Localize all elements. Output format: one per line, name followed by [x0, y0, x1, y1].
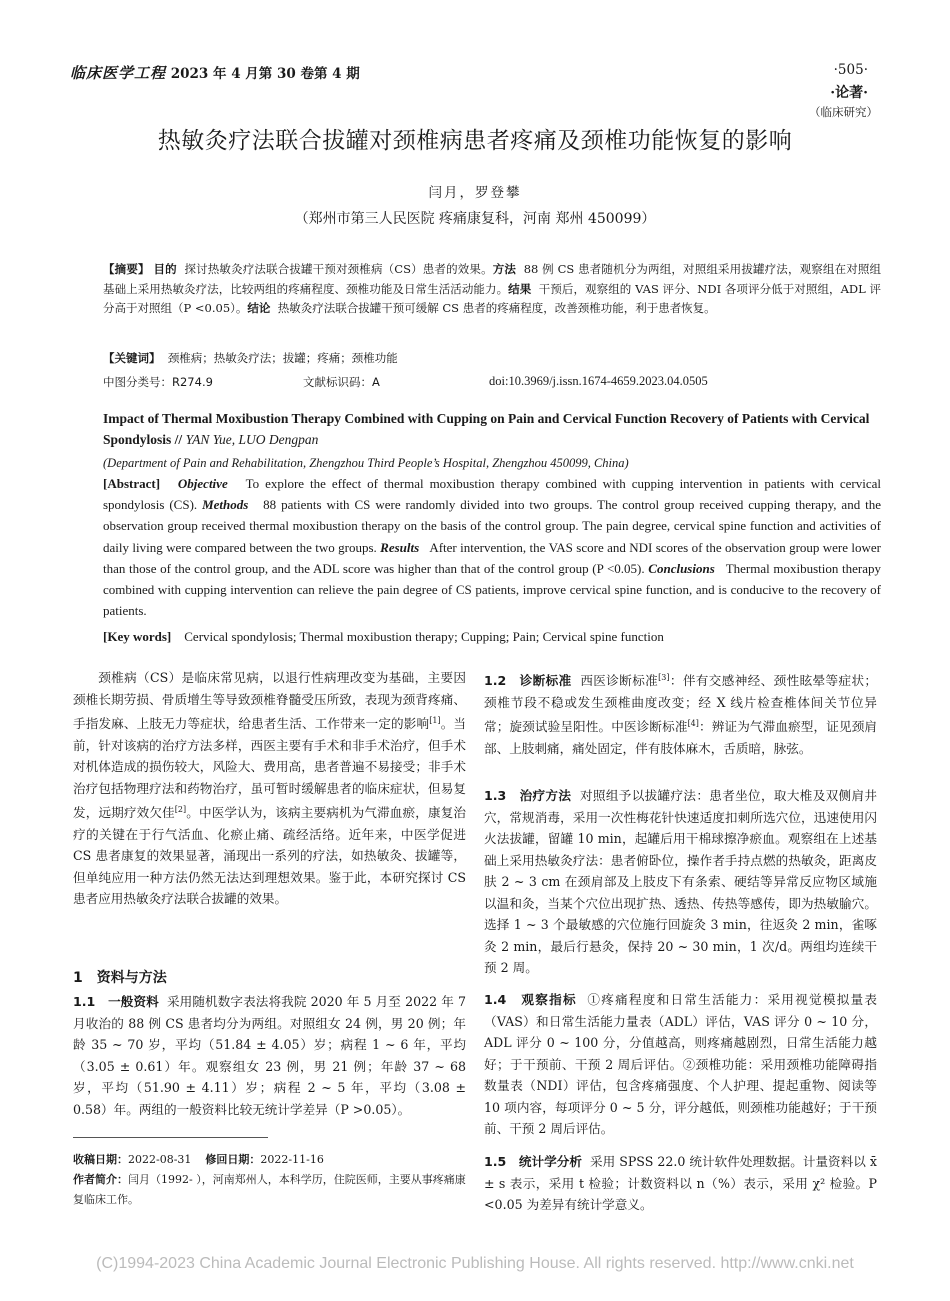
- intro-text-b: 。当前，针对该病的治疗方法多样，西医主要有手术和非手术治疗，但手术对机体造成的损伤较大，风险大、费用高，患者普遍不易接受；非手术治疗包括物理疗法和药物治疗，虽可暂时缓解患者的临床症状，但易复发，远期疗效欠佳: [73, 716, 467, 821]
- abstract-en-label: [Abstract]: [103, 476, 161, 491]
- intro-text-c: 。中医学认为，该病主要病机为气滞血瘀，康复治疗的关键在于行气活血、化瘀止痛、疏经活络。近年来，中医学促进 CS 患者康复的效果显著，涌现出一系列的疗法，如热敏灸、拔罐等，但单纯应用一种方法仍然无法达到理想效果。鉴于此，本研究探讨 CS 患者应用热敏灸疗法联合拔罐的效果。: [73, 805, 467, 907]
- keywords-en-label: [Key words]: [103, 629, 172, 644]
- citation-2: [2]: [174, 805, 187, 815]
- english-title-text: Impact of Thermal Moxibustion Therapy Combined with Cupping on Pain and Cervical Function Recovery of Patients with Cervical Spondylosis: [103, 411, 870, 447]
- results-label: 结果: [508, 281, 532, 296]
- methods-label: 方法: [492, 262, 517, 276]
- section-1-2-text-c: ：辨证为气滞血瘀型，证见颈肩部、上肢刺痛，痛处固定，伴有肢体麻木，舌质暗，脉弦。: [484, 719, 878, 756]
- copyright-footer: (C)1994-2023 China Academic Journal Electronic Publishing House. All rights reserved. http://www.cnki.net: [96, 1255, 854, 1272]
- keywords-zh-label: 【关键词】: [103, 351, 161, 365]
- journal-name: 临床医学工程: [70, 64, 167, 82]
- intro-text-a: 颈椎病（CS）是临床常见病，以退行性病理改变为基础，主要因颈椎长期劳损、骨质增生等导致颈椎脊髓受压所致，表现为颈背疼痛、手指发麻、上肢无力等症状，给患者生活、工作带来一定的影响: [73, 670, 466, 732]
- conclusion-text: 热敏灸疗法联合拔罐干预可缓解 CS 患者的疼痛程度，改善颈椎功能，利于患者恢复。: [277, 301, 716, 316]
- doc-label: 文献标识码：: [303, 375, 372, 389]
- results-en-label: Results: [380, 539, 420, 555]
- citation-4: [4]: [687, 719, 699, 729]
- methods-en-label: Methods: [202, 497, 249, 513]
- keywords-zh: [103, 350, 398, 366]
- doc-value: A: [372, 375, 380, 389]
- section-1-2: [484, 667, 877, 759]
- author-info-label: 作者简介：: [73, 1173, 128, 1186]
- citation-1: [1]: [429, 716, 441, 725]
- section-1-3-text: 对照组予以拔罐疗法：患者坐位，取大椎及双侧肩井穴，常规消毒，采用一次性梅花针快速适度扣刺所选穴位，迅速使用闪火法拔罐，留罐 10 min，起罐后用干棉球擦净瘀血。观察组在上述基础上采用热敏灸疗法：患者俯卧位，操作者手持点燃的热敏灸，距离皮肤 2 ~ 3 cm 在颈肩部及上肢皮下有条索、硬结等异常反应物区域施以温和灸，当某个穴位出现扩热、透热、传热等感传，即为热敏腧穴。选择 1 ~ 3 个最敏感的穴位施行回旋灸 3 min，往返灸 2 min，雀啄灸 2 min，最后行悬灸，保持 20 ~ 30 min，1 次/d。两组均连续干预 2 周。: [484, 788, 878, 975]
- abstract-zh: [103, 260, 881, 319]
- section-label: ·论著·: [830, 85, 868, 101]
- doi: doi:10.3969/j.issn.1674-4659.2023.04.0505: [489, 374, 708, 388]
- keywords-en-text: Cervical spondylosis; Thermal moxibustion therapy; Cupping; Pain; Cervical spine function: [184, 629, 664, 644]
- clc-value: R274.9: [172, 375, 213, 389]
- authors: 闫月，罗登攀: [428, 185, 522, 201]
- citation-3: [3]: [658, 673, 670, 682]
- objective-en-text: To explore the effect of thermal moxibustion therapy combined with cupping intervention in patients with cervical spondylosis (CS).: [103, 476, 881, 513]
- section-1-3-heading: 1.3 治疗方法: [484, 788, 572, 803]
- paper-title: 热敏灸疗法联合拔罐对颈椎病患者疼痛及颈椎功能恢复的影响: [157, 128, 793, 154]
- received-date: 2022-08-31: [128, 1153, 192, 1166]
- section-1-1: [73, 991, 466, 1120]
- footnote-dates: [73, 1150, 466, 1170]
- footnote-divider: [73, 1137, 268, 1138]
- section-1-heading: 1 资料与方法: [73, 970, 167, 986]
- english-title: [103, 408, 883, 450]
- page-number: ·505·: [833, 62, 868, 78]
- objective-text: 探讨热敏灸疗法联合拔罐干预对颈椎病（CS）患者的效果。: [184, 262, 493, 276]
- conclusions-en-text: Thermal moxibustion therapy combined with cupping intervention can relieve the pain degree of CS patients, improve cervical spine function, and is conducive to the recovery of patients.: [103, 560, 882, 619]
- section-1-4-text: ①疼痛程度和日常生活能力：采用视觉模拟量表（VAS）和日常生活能力量表（ADL）评估，VAS 评分 0 ~ 10 分，ADL 评分 0 ~ 100 分，分值越高，则疼痛越剧烈，日常生活能力越好；于干预前、干预 2 周后评估。②颈椎功能：采用颈椎功能障碍指数量表（NDI）评估，包含疼痛强度、个人护理、提起重物、阅读等 10 项内容，每项评分 0 ~ 5 分，评分越低，则颈椎功能越好；于干预前、干预 2 周后评估。: [484, 992, 878, 1136]
- results-text: 干预后，观察组的 VAS 评分、NDI 各项评分低于对照组，ADL 评分高于对照组（P <0.05）。: [103, 281, 881, 316]
- document-code: [303, 374, 380, 390]
- results-en-text: After intervention, the VAS score and NDI scores of the observation group were lower than those of the control group, and the ADL score was higher than that of the control group (P <0.05).: [103, 539, 881, 576]
- subsection-label: （临床研究）: [809, 105, 878, 119]
- section-1-4-heading: 1.4 观察指标: [484, 992, 577, 1007]
- revised-label: 修回日期：: [205, 1153, 261, 1166]
- english-authors: YAN Yue, LUO Dengpan: [185, 432, 319, 447]
- english-affiliation: (Department of Pain and Rehabilitation, Zhengzhou Third People’s Hospital, Zhengzhou 450099, China): [103, 456, 629, 470]
- journal-header: [70, 62, 360, 83]
- intro-paragraph: [73, 667, 466, 910]
- section-1-5: [484, 1151, 877, 1216]
- section-1-3: [484, 785, 877, 979]
- author-info-text: 闫月（1992- ），河南郑州人，本科学历，住院医师，主要从事疼痛康复临床工作。: [73, 1173, 466, 1206]
- received-label: 收稿日期：: [73, 1153, 128, 1166]
- section-1-4: [484, 989, 877, 1140]
- section-1-2-text-b: ：伴有交感神经、颈性眩晕等症状；颈椎节段不稳或发生颈椎曲度改变；经 X 线片检查椎体间关节位异常；旋颈试验呈阳性。中医诊断标准: [484, 673, 878, 735]
- conclusion-label: 结论: [247, 301, 271, 316]
- clc-label: 中图分类号：: [103, 375, 172, 389]
- affiliation: （郑州市第三人民医院 疼痛康复科，河南 郑州 450099）: [294, 211, 656, 227]
- abstract-zh-label: 【摘要】: [103, 262, 150, 276]
- english-abstract: [103, 473, 881, 621]
- clc-number: [103, 374, 213, 390]
- section-1-1-heading: 1.1 一般资料: [73, 994, 159, 1009]
- methods-en-text: 88 patients with CS were randomly divided into two groups. The control group received cupping therapy, and the observation group received thermal moxibustion therapy on the basis of the control group. The pain degree, cervical spine function and activities of daily living were compared between the two groups.: [103, 497, 882, 555]
- title-separator: //: [171, 432, 186, 447]
- english-keywords: [103, 629, 664, 645]
- journal-issue: 2023 年 4 月第 30 卷第 4 期: [170, 66, 360, 82]
- objective-en-label: Objective: [177, 476, 228, 491]
- revised-date: 2022-11-16: [260, 1153, 324, 1166]
- section-1-2-heading: 1.2 诊断标准: [484, 673, 572, 689]
- section-1-2-text-a: 西医诊断标准: [580, 673, 659, 689]
- conclusions-en-label: Conclusions: [648, 560, 715, 576]
- section-1-5-heading: 1.5 统计学分析: [484, 1154, 582, 1169]
- section-1-5-text: 采用 SPSS 22.0 统计软件处理数据。计量资料以 x̄ ± s 表示，采用 t 检验；计数资料以 n（%）表示，采用 χ² 检验。P <0.05 为差异有统计学意义。: [484, 1154, 877, 1212]
- keywords-zh-text: 颈椎病；热敏灸疗法；拔罐；疼痛；颈椎功能: [167, 351, 398, 365]
- section-1-1-text: 采用随机数字表法将我院 2020 年 5 月至 2022 年 7 月收治的 88 例 CS 患者均分为两组。对照组女 24 例，男 20 例；年龄 35 ~ 70 岁，平均（51.84 ± 4.05）岁；病程 1 ~ 6 年，平均（3.05 ± 0.61）年。观察组女 23 例，男 21 例；年龄 37 ~ 68 岁，平均（51.90 ± 4.11）岁；病程 2 ~ 5 年，平均（3.08 ± 0.58）年。两组的一般资料比较无统计学差异（P >0.05）。: [73, 994, 466, 1117]
- footnote-author: [73, 1170, 466, 1210]
- objective-label: 目的: [153, 262, 177, 276]
- methods-text: 88 例 CS 患者随机分为两组，对照组采用拔罐疗法，观察组在对照组基础上采用热敏灸疗法，比较两组的疼痛程度、颈椎功能及日常生活活动能力。: [103, 262, 882, 296]
